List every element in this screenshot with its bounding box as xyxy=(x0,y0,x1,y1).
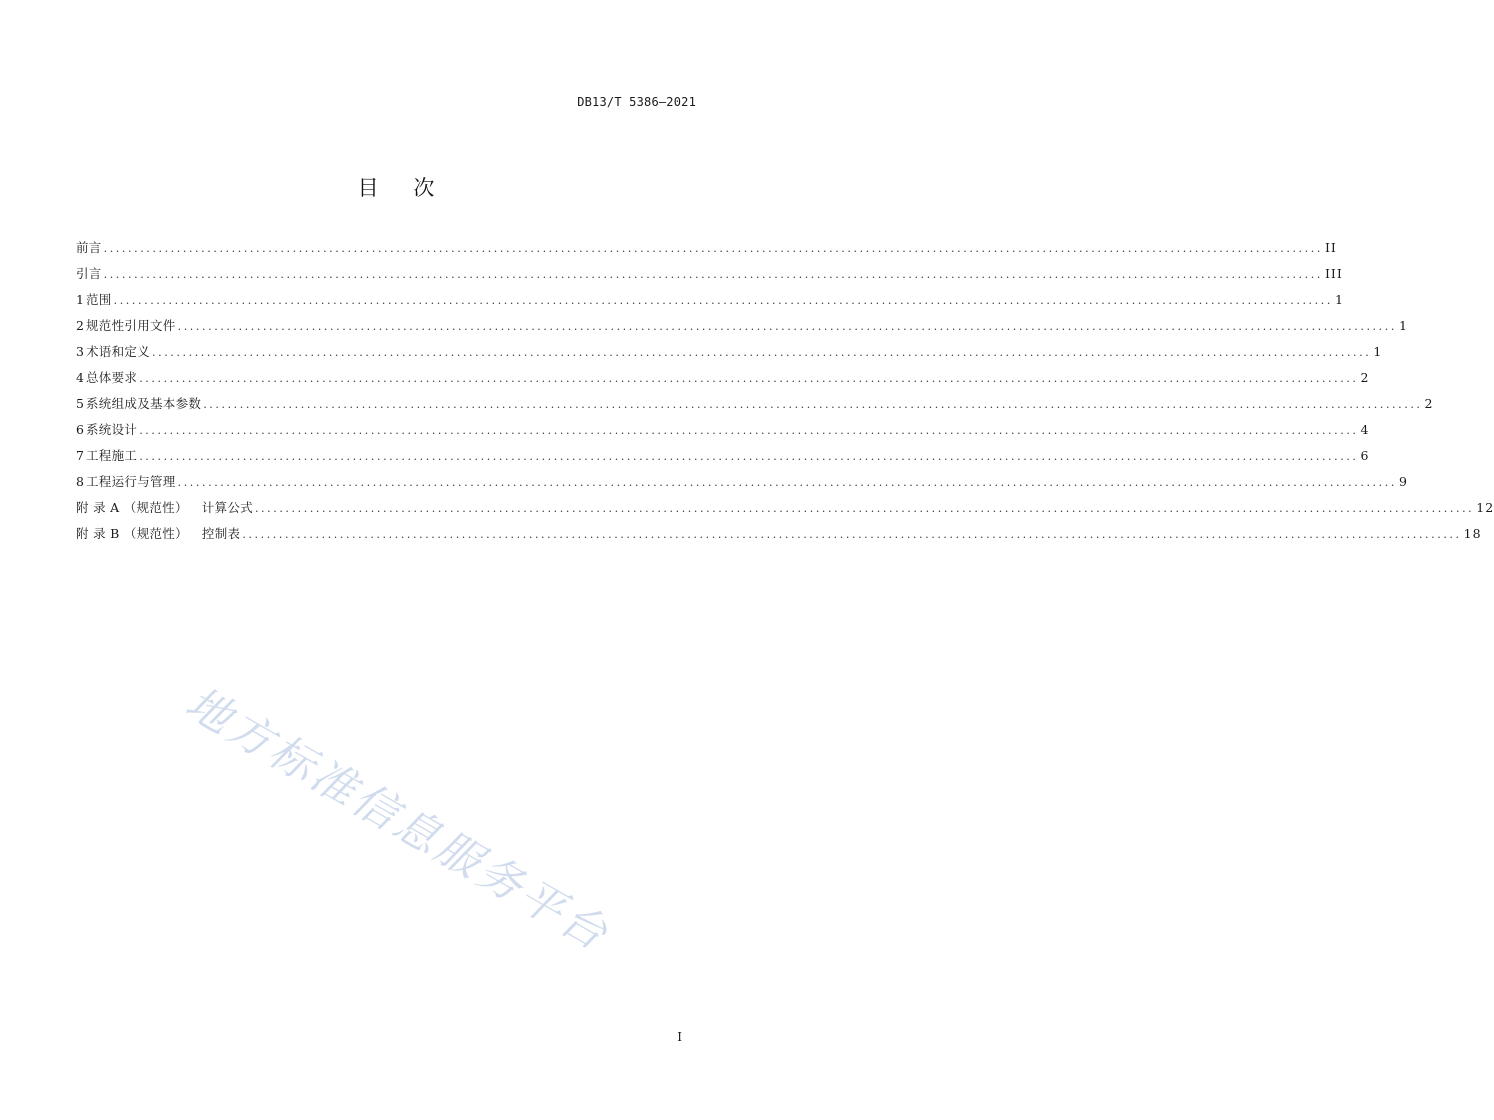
toc-entry-scope[interactable]: 1 范围 ........................................................................................................................................................................................................ 1 xyxy=(76,290,690,316)
toc-entry-label xyxy=(76,524,240,544)
toc-entry-label: 规范性引用文件 xyxy=(86,318,176,333)
toc-entry-page: 1 xyxy=(1373,344,1383,359)
toc-leader-dots: ........................................................................................................................................................................................................ xyxy=(254,502,1475,515)
toc-entry-foreword[interactable] xyxy=(76,238,1337,264)
toc-appendix-tag: 附 录 B （规范性） xyxy=(76,526,188,541)
page-title: 目 次 xyxy=(357,176,449,200)
toc-entry-construction[interactable]: 7 工程施工 ........................................................................................................................................................................................................ 6 xyxy=(76,446,690,472)
toc-appendix-title: 控制表 xyxy=(201,526,241,541)
toc-leader-dots: ........................................................................................................................................................................................................ xyxy=(139,372,1359,385)
toc-leader-dots: ........................................................................................................................................................................................................ xyxy=(177,476,1397,489)
toc-leader-dots: ........................................................................................................................................................................................................ xyxy=(103,268,1323,281)
table-of-contents xyxy=(76,238,1494,550)
watermark-text: 地方标准信息服务平台 xyxy=(177,677,619,962)
toc-entry-page: III xyxy=(1324,266,1343,281)
toc-leader-dots: ........................................................................................................................................................................................................ xyxy=(152,346,1372,359)
toc-entry-label: 范围 xyxy=(86,292,112,307)
toc-entry-label: 术语和定义 xyxy=(86,344,151,359)
toc-entry-page: 4 xyxy=(1360,422,1370,437)
toc-entry-label: 工程施工 xyxy=(86,448,138,463)
toc-entry-appendix-a[interactable] xyxy=(76,498,1494,524)
toc-entry-general-requirements[interactable]: 4 总体要求 ........................................................................................................................................................................................................ 2 xyxy=(76,368,690,394)
toc-leader-dots: ........................................................................................................................................................................................................ xyxy=(139,424,1359,437)
toc-entry-system-composition[interactable]: 5 系统组成及基本参数 ........................................................................................................................................................................................................ 2 xyxy=(76,394,690,420)
toc-entry-label: 前言 xyxy=(76,240,102,255)
toc-entry-label xyxy=(76,498,253,518)
toc-leader-dots: ........................................................................................................................................................................................................ xyxy=(103,242,1323,255)
toc-leader-dots: ........................................................................................................................................................................................................ xyxy=(139,450,1359,463)
toc-entry-page: 1 xyxy=(1398,318,1408,333)
page-number: I xyxy=(677,1030,682,1044)
toc-leader-dots: ........................................................................................................................................................................................................ xyxy=(113,294,1333,307)
toc-leader-dots: ........................................................................................................................................................................................................ xyxy=(203,398,1423,411)
toc-entry-label: 引言 xyxy=(76,266,102,281)
toc-entry-page: 2 xyxy=(1360,370,1370,385)
watermark xyxy=(177,650,650,962)
toc-entry-page: 1 xyxy=(1334,292,1344,307)
toc-entry-label: 系统设计 xyxy=(86,422,138,437)
toc-appendix-tag: 附 录 A （规范性） xyxy=(76,500,188,515)
toc-appendix-title: 计算公式 xyxy=(201,500,253,515)
toc-leader-dots: ........................................................................................................................................................................................................ xyxy=(177,320,1397,333)
toc-entry-page: 12 xyxy=(1476,500,1494,515)
toc-entry-page: 9 xyxy=(1398,474,1408,489)
document-code: DB13/T 5386—2021 xyxy=(577,95,696,109)
toc-entry-page: 6 xyxy=(1360,448,1370,463)
toc-entry-page: 2 xyxy=(1424,396,1434,411)
toc-entry-label: 系统组成及基本参数 xyxy=(86,396,202,411)
toc-entry-page: II xyxy=(1324,240,1337,255)
toc-entry-system-design[interactable]: 6 系统设计 ........................................................................................................................................................................................................ 4 xyxy=(76,420,690,446)
toc-entry-page: 18 xyxy=(1463,526,1482,541)
toc-entry-operation-management[interactable]: 8 工程运行与管理 ........................................................................................................................................................................................................ 9 xyxy=(76,472,690,498)
toc-entry-terms-definitions[interactable]: 3 术语和定义 ........................................................................................................................................................................................................ 1 xyxy=(76,342,690,368)
toc-entry-appendix-b[interactable] xyxy=(76,524,1482,550)
toc-entry-normative-references[interactable]: 2 规范性引用文件 ........................................................................................................................................................................................................ 1 xyxy=(76,316,690,342)
toc-leader-dots: ........................................................................................................................................................................................................ xyxy=(242,528,1462,541)
toc-entry-label: 工程运行与管理 xyxy=(86,474,176,489)
toc-entry-label: 总体要求 xyxy=(86,370,138,385)
toc-entry-introduction[interactable] xyxy=(76,264,1343,290)
